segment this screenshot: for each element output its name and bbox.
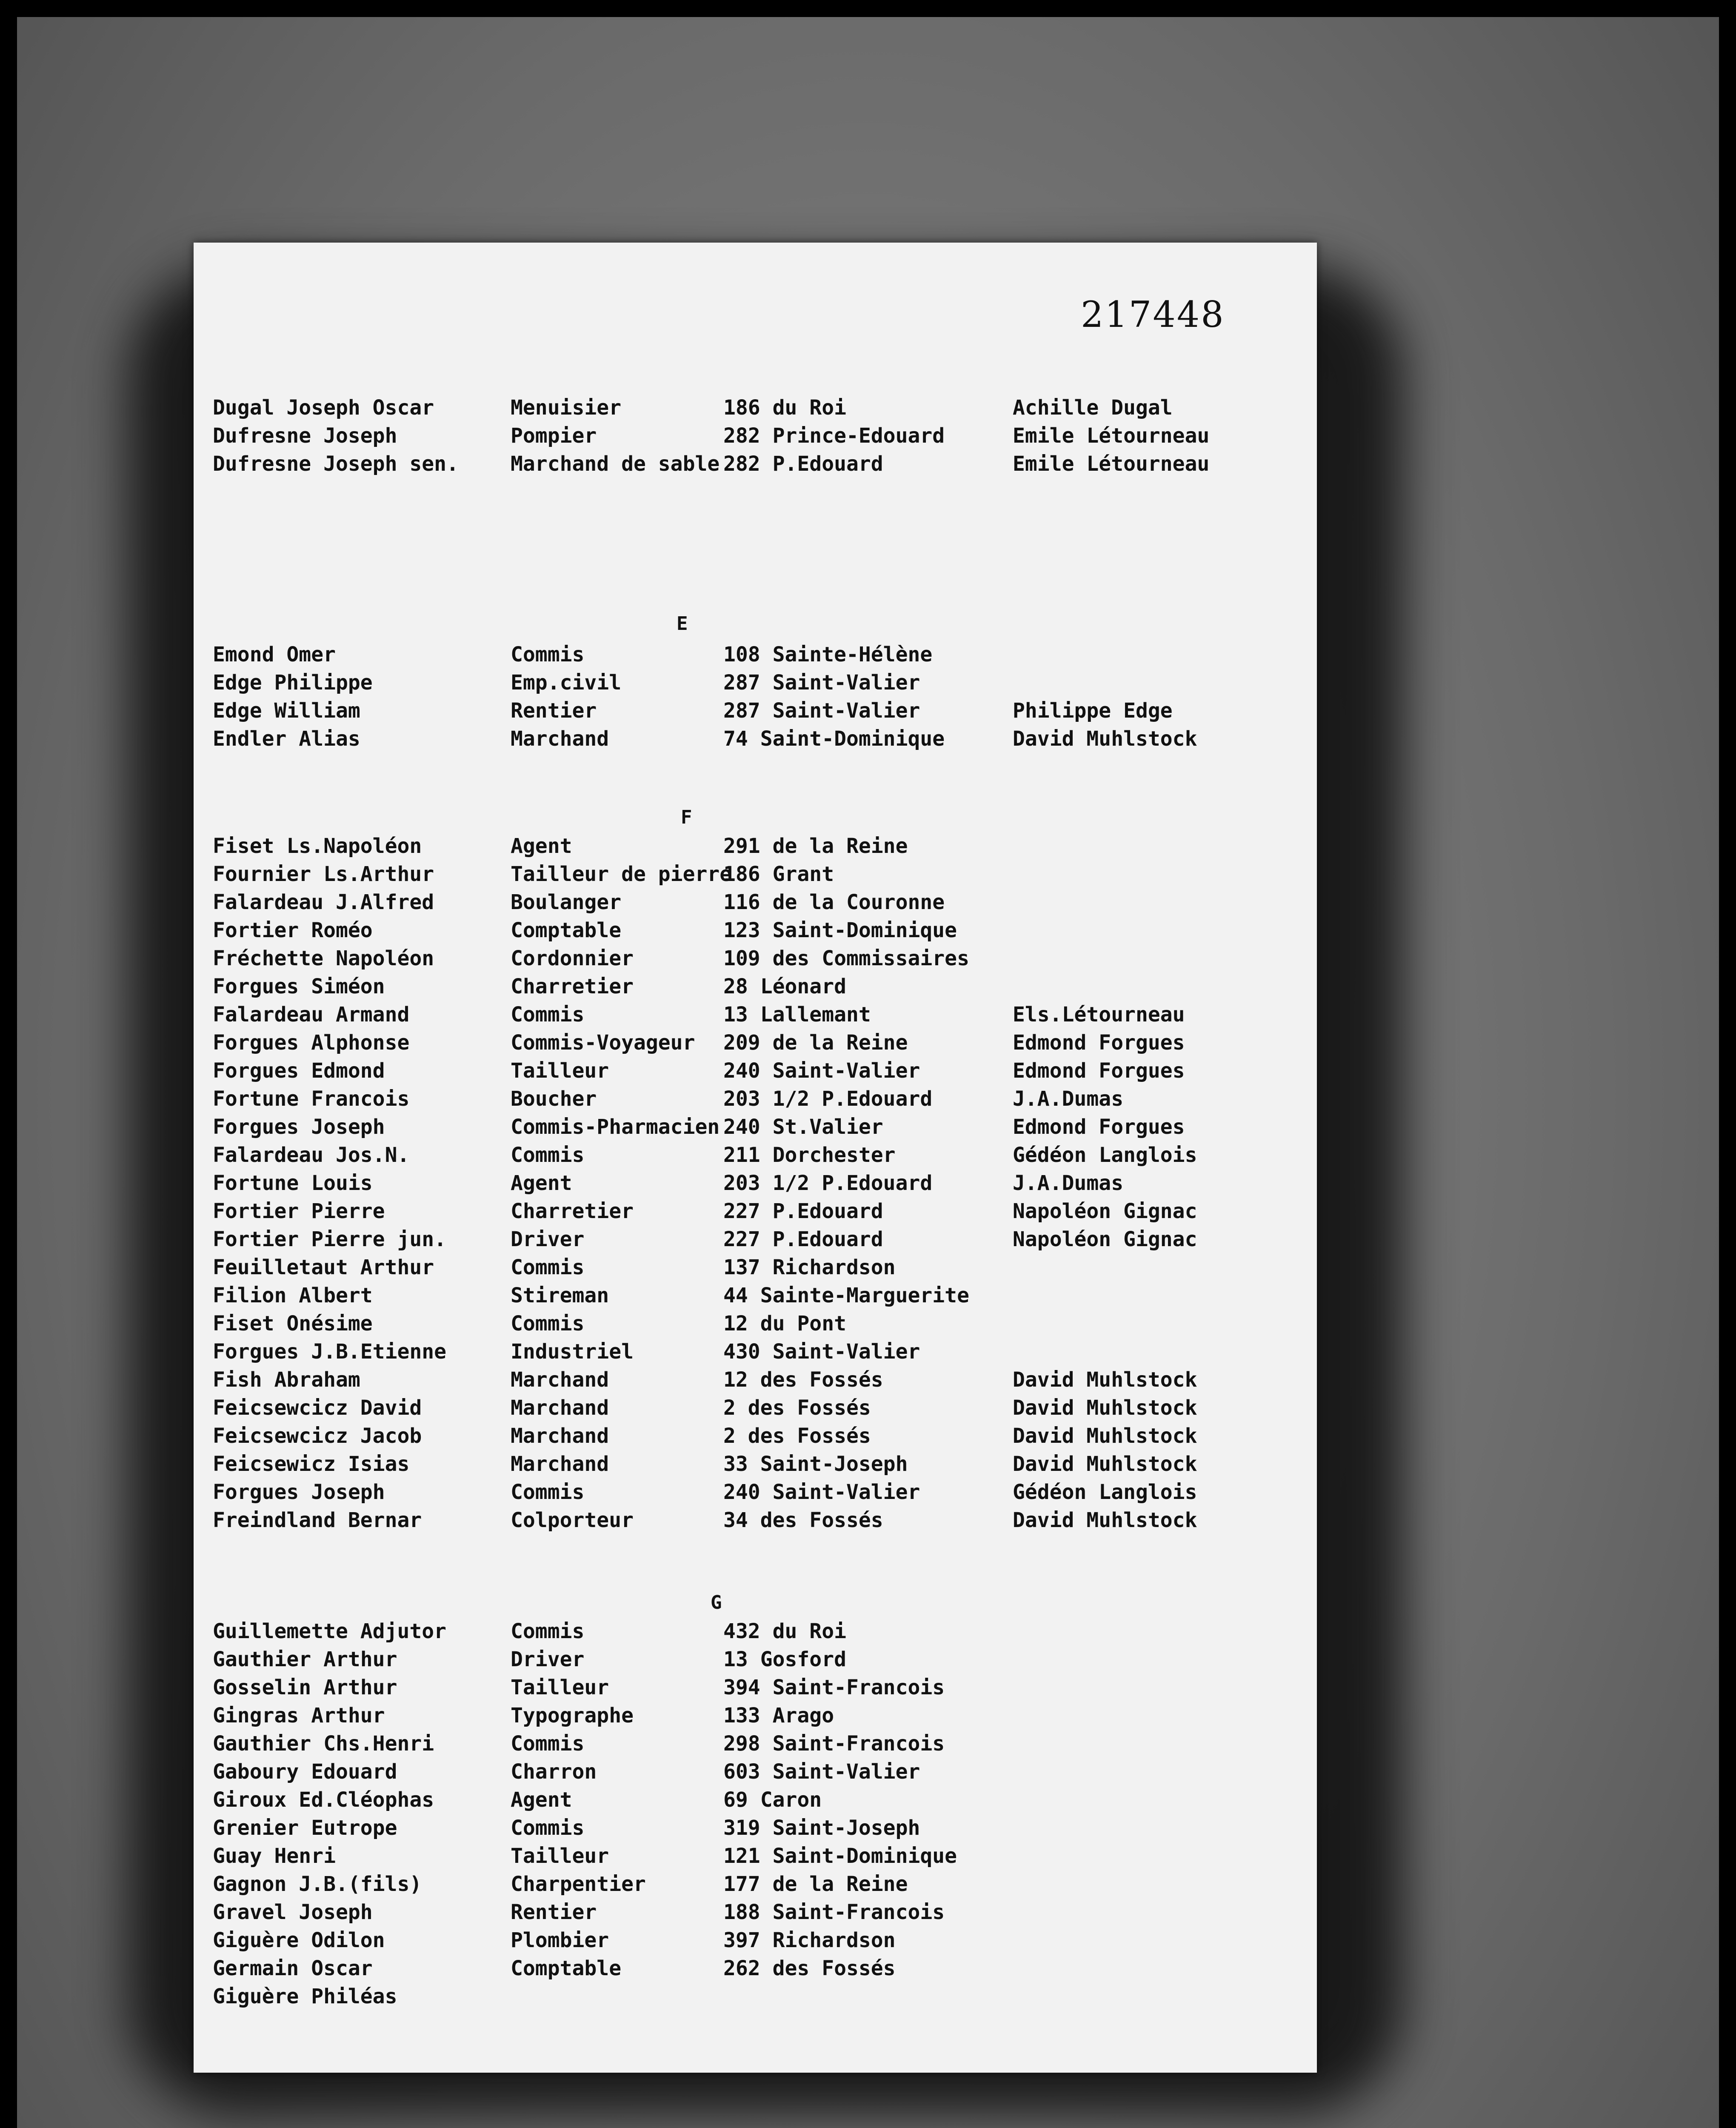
entry-reference: Emile Létourneau: [1013, 452, 1210, 476]
entry-occupation: Driver: [511, 1647, 585, 1671]
entry-occupation: Commis: [511, 1312, 585, 1336]
entry-occupation: Marchand: [511, 1396, 609, 1420]
entry-reference: Edmond Forgues: [1013, 1031, 1185, 1055]
entry-name: Dufresne Joseph: [213, 424, 397, 448]
entry-name: Endler Alias: [213, 727, 360, 751]
entry-name: Gauthier Arthur: [213, 1647, 397, 1671]
entry-address: 13 Lallemant: [723, 1003, 871, 1027]
entry-address: 123 Saint-Dominique: [723, 918, 957, 942]
entry-name: Forgues Siméon: [213, 975, 385, 998]
entry-address: 603 Saint-Valier: [723, 1760, 920, 1784]
entry-occupation: Commis: [511, 1816, 585, 1840]
entry-address: 13 Gosford: [723, 1647, 846, 1671]
entry-name: Giguère Odilon: [213, 1928, 385, 1952]
entry-name: Fish Abraham: [213, 1368, 360, 1392]
entry-name: Forgues Edmond: [213, 1059, 385, 1083]
entry-address: 121 Saint-Dominique: [723, 1844, 957, 1868]
entry-occupation: Boucher: [511, 1087, 597, 1111]
entry-address: 69 Caron: [723, 1788, 822, 1812]
entry-name: Fiset Ls.Napoléon: [213, 834, 422, 858]
entry-name: Dugal Joseph Oscar: [213, 396, 434, 420]
entry-occupation: Colporteur: [511, 1508, 634, 1532]
entry-occupation: Marchand: [511, 727, 609, 751]
entry-name: Feuilletaut Arthur: [213, 1256, 434, 1279]
entry-occupation: Commis-Pharmacien: [511, 1115, 720, 1139]
entry-address: 262 des Fossés: [723, 1956, 896, 1980]
entry-address: 109 des Commissaires: [723, 947, 969, 970]
entry-reference: Napoléon Gignac: [1013, 1199, 1197, 1223]
entry-occupation: Rentier: [511, 699, 597, 723]
document-number: 217448: [1081, 294, 1225, 335]
entry-address: 116 de la Couronne: [723, 890, 945, 914]
entry-occupation: Boulanger: [511, 890, 622, 914]
entry-name: Falardeau Armand: [213, 1003, 410, 1027]
entry-name: Falardeau Jos.N.: [213, 1143, 410, 1167]
section-letter-g: G: [711, 1592, 722, 1613]
entry-name: Fiset Onésime: [213, 1312, 373, 1336]
entry-reference: J.A.Dumas: [1013, 1087, 1124, 1111]
entry-address: 430 Saint-Valier: [723, 1340, 920, 1364]
entry-address: 44 Sainte-Marguerite: [723, 1284, 969, 1307]
entry-occupation: Commis: [511, 1619, 585, 1643]
entry-name: Fournier Ls.Arthur: [213, 862, 434, 886]
entry-occupation: Agent: [511, 834, 572, 858]
entry-name: Fortier Pierre: [213, 1199, 385, 1223]
entry-address: 137 Richardson: [723, 1256, 896, 1279]
entry-reference: David Muhlstock: [1013, 1452, 1197, 1476]
entry-name: Giguère Philéas: [213, 1985, 397, 2008]
entry-name: Gingras Arthur: [213, 1704, 385, 1728]
entry-occupation: Industriel: [511, 1340, 634, 1364]
entry-name: Feicsewicz Isias: [213, 1452, 410, 1476]
entry-name: Forgues Joseph: [213, 1115, 385, 1139]
entry-name: Fortune Louis: [213, 1171, 373, 1195]
entry-reference: Achille Dugal: [1013, 396, 1173, 420]
entry-occupation: Comptable: [511, 918, 622, 942]
entry-address: 12 des Fossés: [723, 1368, 883, 1392]
entry-address: 227 P.Edouard: [723, 1227, 883, 1251]
entry-address: 287 Saint-Valier: [723, 671, 920, 695]
entry-occupation: Tailleur: [511, 1676, 609, 1699]
entry-occupation: Menuisier: [511, 396, 622, 420]
entry-reference: Gédéon Langlois: [1013, 1480, 1197, 1504]
section-letter-e: E: [677, 613, 688, 635]
entry-reference: Napoléon Gignac: [1013, 1227, 1197, 1251]
entry-name: Emond Omer: [213, 643, 336, 666]
entry-occupation: Charpentier: [511, 1872, 646, 1896]
entry-address: 74 Saint-Dominique: [723, 727, 945, 751]
entry-reference: David Muhlstock: [1013, 1424, 1197, 1448]
entry-reference: Gédéon Langlois: [1013, 1143, 1197, 1167]
entry-address: 188 Saint-Francois: [723, 1900, 945, 1924]
entry-occupation: Plombier: [511, 1928, 609, 1952]
entry-occupation: Cordonnier: [511, 947, 634, 970]
entry-occupation: Tailleur: [511, 1844, 609, 1868]
entry-occupation: Commis: [511, 1732, 585, 1756]
entry-occupation: Comptable: [511, 1956, 622, 1980]
entry-name: Gagnon J.B.(fils): [213, 1872, 422, 1896]
entry-address: 282 P.Edouard: [723, 452, 883, 476]
entry-name: Feicsewcicz David: [213, 1396, 422, 1420]
entry-name: Gosselin Arthur: [213, 1676, 397, 1699]
entry-address: 133 Arago: [723, 1704, 834, 1728]
entry-name: Forgues Alphonse: [213, 1031, 410, 1055]
entry-address: 108 Sainte-Hélène: [723, 643, 933, 666]
entry-name: Freindland Bernar: [213, 1508, 422, 1532]
entry-occupation: Marchand: [511, 1452, 609, 1476]
entry-occupation: Tailleur de pierre: [511, 862, 732, 886]
entry-address: 282 Prince-Edouard: [723, 424, 945, 448]
entry-occupation: Pompier: [511, 424, 597, 448]
entry-reference: David Muhlstock: [1013, 1368, 1197, 1392]
entry-reference: Emile Létourneau: [1013, 424, 1210, 448]
entry-address: 240 Saint-Valier: [723, 1480, 920, 1504]
entry-name: Guay Henri: [213, 1844, 336, 1868]
entry-reference: J.A.Dumas: [1013, 1171, 1124, 1195]
entry-address: 432 du Roi: [723, 1619, 846, 1643]
entry-occupation: Driver: [511, 1227, 585, 1251]
entry-address: 227 P.Edouard: [723, 1199, 883, 1223]
entry-address: 33 Saint-Joseph: [723, 1452, 908, 1476]
entry-name: Falardeau J.Alfred: [213, 890, 434, 914]
entry-name: Fortier Roméo: [213, 918, 373, 942]
entry-reference: David Muhlstock: [1013, 1396, 1197, 1420]
entry-occupation: Agent: [511, 1171, 572, 1195]
entry-occupation: Typographe: [511, 1704, 634, 1728]
entry-occupation: Marchand de sable: [511, 452, 720, 476]
entry-occupation: Commis: [511, 643, 585, 666]
entry-occupation: Charretier: [511, 975, 634, 998]
entry-address: 319 Saint-Joseph: [723, 1816, 920, 1840]
entry-name: Filion Albert: [213, 1284, 373, 1307]
entry-address: 397 Richardson: [723, 1928, 896, 1952]
entry-occupation: Emp.civil: [511, 671, 622, 695]
entry-reference: Edmond Forgues: [1013, 1115, 1185, 1139]
entry-name: Feicsewcicz Jacob: [213, 1424, 422, 1448]
entry-occupation: Marchand: [511, 1424, 609, 1448]
entry-address: 287 Saint-Valier: [723, 699, 920, 723]
entry-name: Dufresne Joseph sen.: [213, 452, 459, 476]
entry-reference: Edmond Forgues: [1013, 1059, 1185, 1083]
entry-name: Grenier Eutrope: [213, 1816, 397, 1840]
section-letter-f: F: [681, 807, 692, 828]
entry-address: 12 du Pont: [723, 1312, 846, 1336]
entry-occupation: Commis: [511, 1256, 585, 1279]
entry-occupation: Commis: [511, 1480, 585, 1504]
entry-name: Edge Philippe: [213, 671, 373, 695]
entry-address: 298 Saint-Francois: [723, 1732, 945, 1756]
entry-name: Gravel Joseph: [213, 1900, 373, 1924]
entry-name: Fortier Pierre jun.: [213, 1227, 447, 1251]
entry-address: 2 des Fossés: [723, 1396, 871, 1420]
entry-address: 177 de la Reine: [723, 1872, 908, 1896]
entry-address: 34 des Fossés: [723, 1508, 883, 1532]
entry-name: Edge William: [213, 699, 360, 723]
entry-name: Fortune Francois: [213, 1087, 410, 1111]
entry-address: 291 de la Reine: [723, 834, 908, 858]
entry-name: Gaboury Edouard: [213, 1760, 397, 1784]
entry-occupation: Agent: [511, 1788, 572, 1812]
entry-address: 186 Grant: [723, 862, 834, 886]
entry-address: 186 du Roi: [723, 396, 846, 420]
entry-occupation: Commis: [511, 1003, 585, 1027]
entry-address: 203 1/2 P.Edouard: [723, 1171, 933, 1195]
entry-occupation: Charretier: [511, 1199, 634, 1223]
entry-address: 203 1/2 P.Edouard: [723, 1087, 933, 1111]
entry-name: Guillemette Adjutor: [213, 1619, 447, 1643]
entry-name: Forgues J.B.Etienne: [213, 1340, 447, 1364]
entry-address: 209 de la Reine: [723, 1031, 908, 1055]
entry-address: 28 Léonard: [723, 975, 846, 998]
entry-occupation: Commis-Voyageur: [511, 1031, 695, 1055]
entry-occupation: Commis: [511, 1143, 585, 1167]
entry-reference: David Muhlstock: [1013, 727, 1197, 751]
entry-address: 394 Saint-Francois: [723, 1676, 945, 1699]
entry-name: Forgues Joseph: [213, 1480, 385, 1504]
entry-reference: Els.Létourneau: [1013, 1003, 1185, 1027]
entry-occupation: Tailleur: [511, 1059, 609, 1083]
entry-reference: David Muhlstock: [1013, 1508, 1197, 1532]
entry-reference: Philippe Edge: [1013, 699, 1173, 723]
entry-name: Germain Oscar: [213, 1956, 373, 1980]
entry-occupation: Charron: [511, 1760, 597, 1784]
entry-occupation: Marchand: [511, 1368, 609, 1392]
entry-occupation: Rentier: [511, 1900, 597, 1924]
entry-name: Gauthier Chs.Henri: [213, 1732, 434, 1756]
entry-address: 240 Saint-Valier: [723, 1059, 920, 1083]
entry-occupation: Stireman: [511, 1284, 609, 1307]
entry-address: 240 St.Valier: [723, 1115, 883, 1139]
entry-address: 2 des Fossés: [723, 1424, 871, 1448]
entry-name: Fréchette Napoléon: [213, 947, 434, 970]
entry-name: Giroux Ed.Cléophas: [213, 1788, 434, 1812]
entry-address: 211 Dorchester: [723, 1143, 896, 1167]
